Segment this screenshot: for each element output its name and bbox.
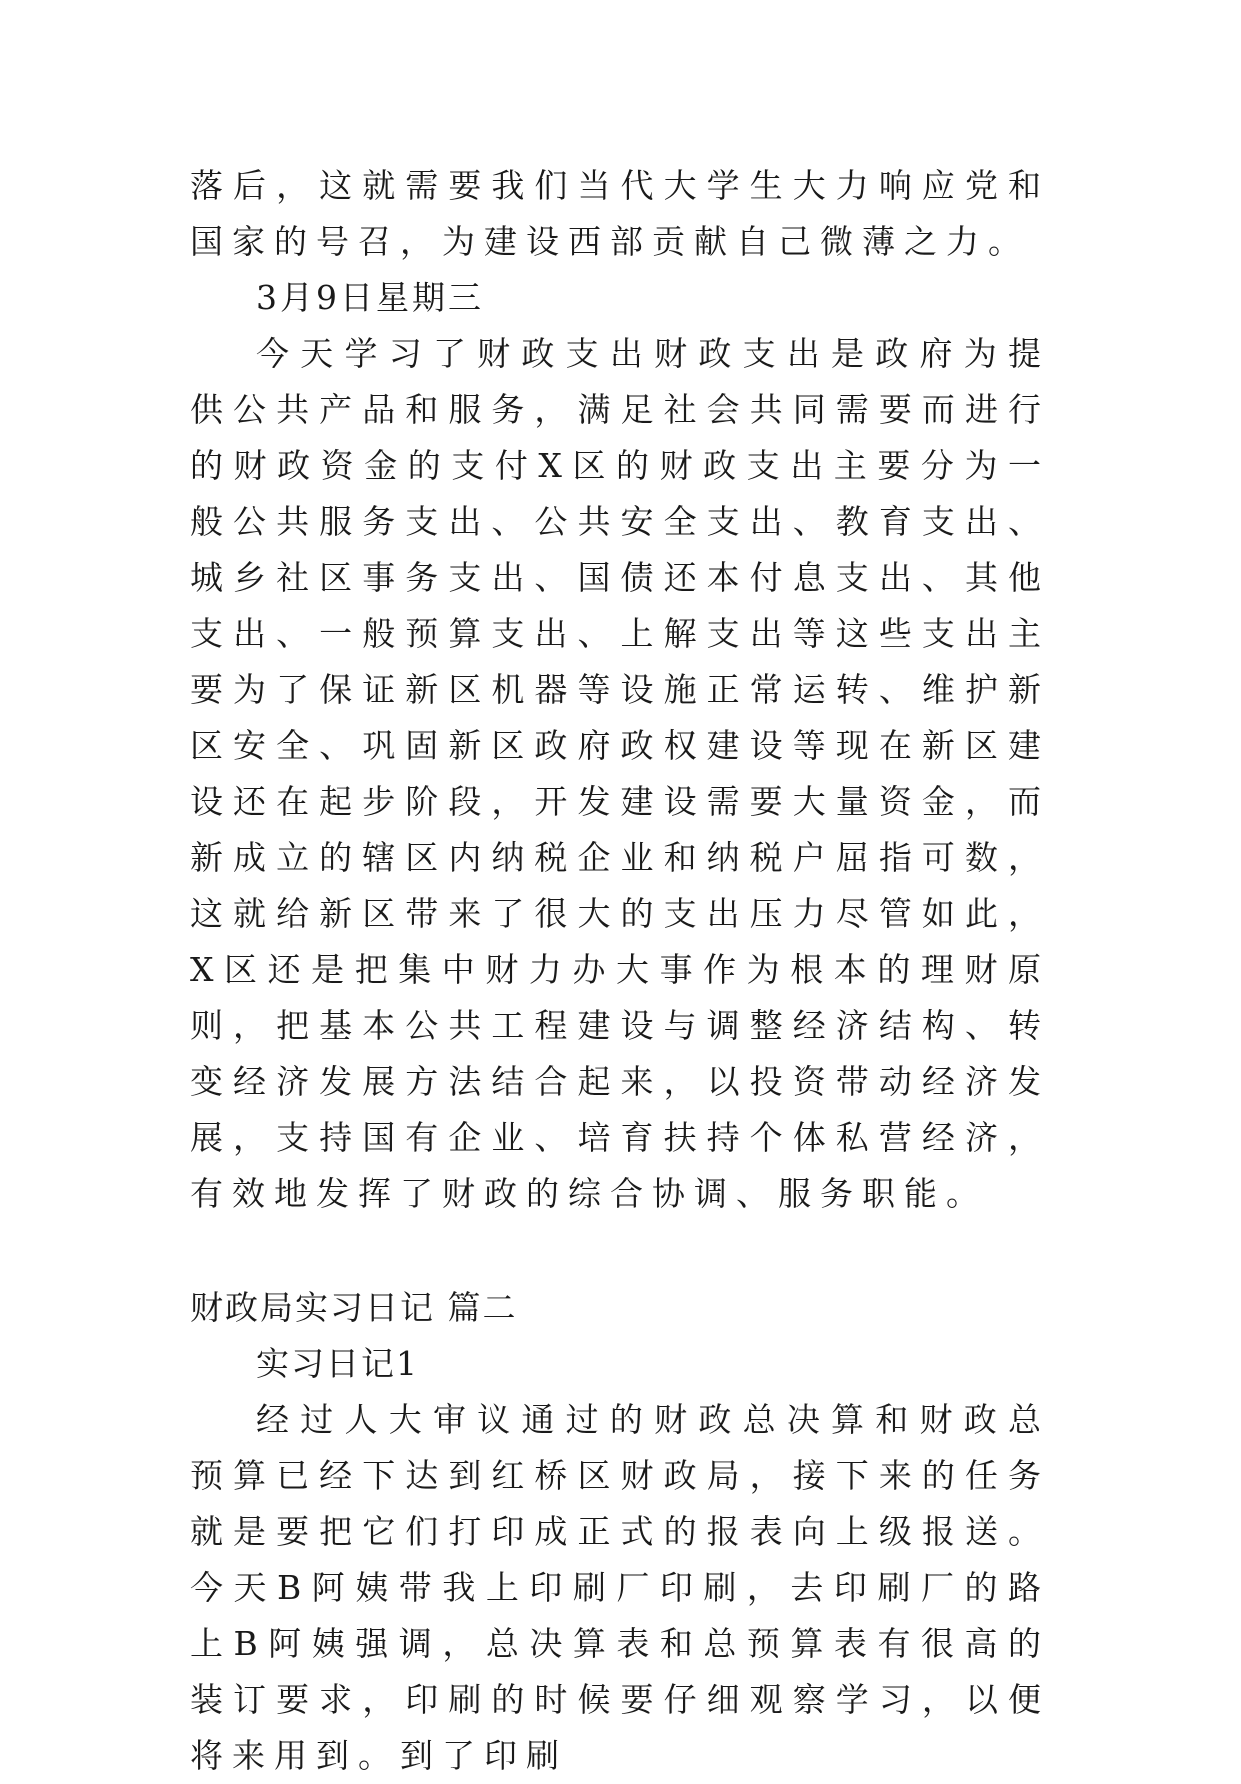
diary-entry-title: 实习日记1 xyxy=(256,1344,419,1383)
paragraph-fiscal-expenditure: 今天学习了财政支出财政支出是政府为提供公共产品和服务，满足社会共同需要而进行的财政资金的支付X区的财政支出主要分为一般公共服务支出、公共安全支出、教育支出、城乡社区事务支出、国债还本付息支出、其他支出、一般预算支出、上解支出等这些支出主要为了保证新区机器等设施正常运转、维护新区安全、巩固新区政府政权建设等现在新区建设还在起步阶段，开发建设需要大量资金，而新成立的辖区内纳税企业和纳税户屈指可数，这就给新区带来了很大的支出压力尽管如此，X区还是把集中财力办大事作为根本的理财原则，把基本公共工程建设与调整经济结构、转变经济发展方法结合起来，以投资带动经济发展，支持国有企业、培育扶持个体私营经济，有效地发挥了财政的综合协调、服务职能。 xyxy=(190,334,1050,1213)
section-heading: 财政局实习日记 篇二 xyxy=(190,1288,518,1327)
paragraph-printing: 经过人大审议通过的财政总决算和财政总预算已经下达到红桥区财政局，接下来的任务就是要把它们打印成正式的报表向上级报送。今天B阿姨带我上印刷厂印刷，去印刷厂的路上B阿姨强调，总决算表和总预算表有很高的装订要求，印刷的时候要仔细观察学习，以便将来用到。到了印刷 xyxy=(190,1400,1050,1775)
diary-date: 3月9日星期三 xyxy=(256,278,484,317)
document-body xyxy=(190,158,1050,1784)
paragraph-continuation: 落后，这就需要我们当代大学生大力响应党和国家的号召，为建设西部贡献自己微薄之力。 xyxy=(190,166,1050,261)
